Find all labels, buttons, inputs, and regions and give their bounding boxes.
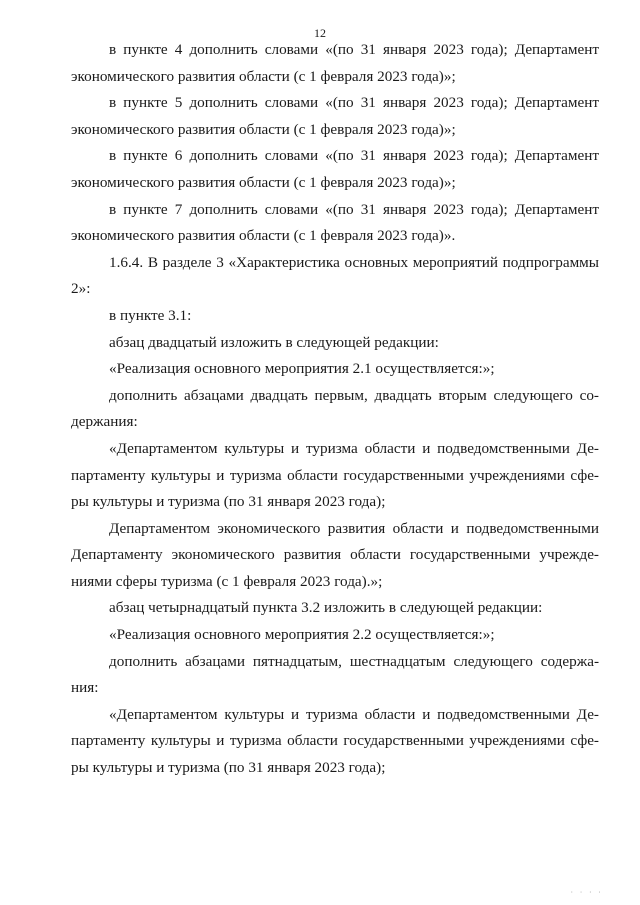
text-line: в пункте 7 дополнить словами «(по 31 января 2023 года); Департамент — [109, 200, 599, 218]
scan-mark: · · · · — [570, 889, 603, 896]
text-line: ры культуры и туризма (по 31 января 2023 года); — [71, 759, 386, 777]
text-line: «Реализация основного мероприятия 2.2 осуществляется:»; — [109, 626, 495, 644]
text-line: экономического развития области (с 1 февраля 2023 года)». — [71, 227, 456, 245]
text-line: в пункте 6 дополнить словами «(по 31 января 2023 года); Департамент — [109, 147, 599, 165]
text-line: ры культуры и туризма (по 31 января 2023 года); — [71, 493, 386, 511]
text-line: экономического развития области (с 1 февраля 2023 года)»; — [71, 67, 456, 85]
text-line: в пункте 4 дополнить словами «(по 31 января 2023 года); Департамент — [109, 41, 599, 58]
text-line: экономического развития области (с 1 февраля 2023 года)»; — [71, 120, 456, 138]
text-line: в пункте 3.1: — [109, 306, 192, 324]
document-body — [71, 37, 599, 782]
page-number: 12 — [314, 26, 326, 40]
text-line: держания: — [71, 413, 138, 431]
text-line: абзац четырнадцатый пункта 3.2 изложить в следующей редакции: — [109, 599, 543, 617]
text-line: «Реализация основного мероприятия 2.1 осуществляется:»; — [109, 360, 495, 378]
text-line: Департаменту экономического развития области государственными учрежде- — [71, 546, 599, 564]
text-line: в пункте 5 дополнить словами «(по 31 января 2023 года); Департамент — [109, 94, 599, 112]
text-line: экономического развития области (с 1 февраля 2023 года)»; — [71, 173, 456, 191]
text-line: ниями сферы туризма (с 1 февраля 2023 года).»; — [71, 572, 383, 590]
text-line: 2»: — [71, 280, 91, 298]
text-line: дополнить абзацами пятнадцатым, шестнадцатым следующего содержа- — [109, 652, 599, 670]
text-line: абзац двадцатый изложить в следующей редакции: — [109, 333, 439, 351]
text-line: партаменту культуры и туризма области государственными учреждениями сфе- — [71, 732, 599, 750]
text-line: ния: — [71, 679, 99, 697]
text-line: партаменту культуры и туризма области государственными учреждениями сфе- — [71, 466, 599, 484]
text-line: Департаментом экономического развития области и подведомственными — [109, 519, 599, 537]
text-line: «Департаментом культуры и туризма области и подведомственными Де- — [109, 705, 599, 723]
text-line: дополнить абзацами двадцать первым, двадцать вторым следующего со- — [109, 386, 599, 404]
text-line: «Департаментом культуры и туризма области и подведомственными Де- — [109, 439, 599, 457]
text-line: 1.6.4. В разделе 3 «Характеристика основных мероприятий подпрограммы — [109, 253, 599, 271]
